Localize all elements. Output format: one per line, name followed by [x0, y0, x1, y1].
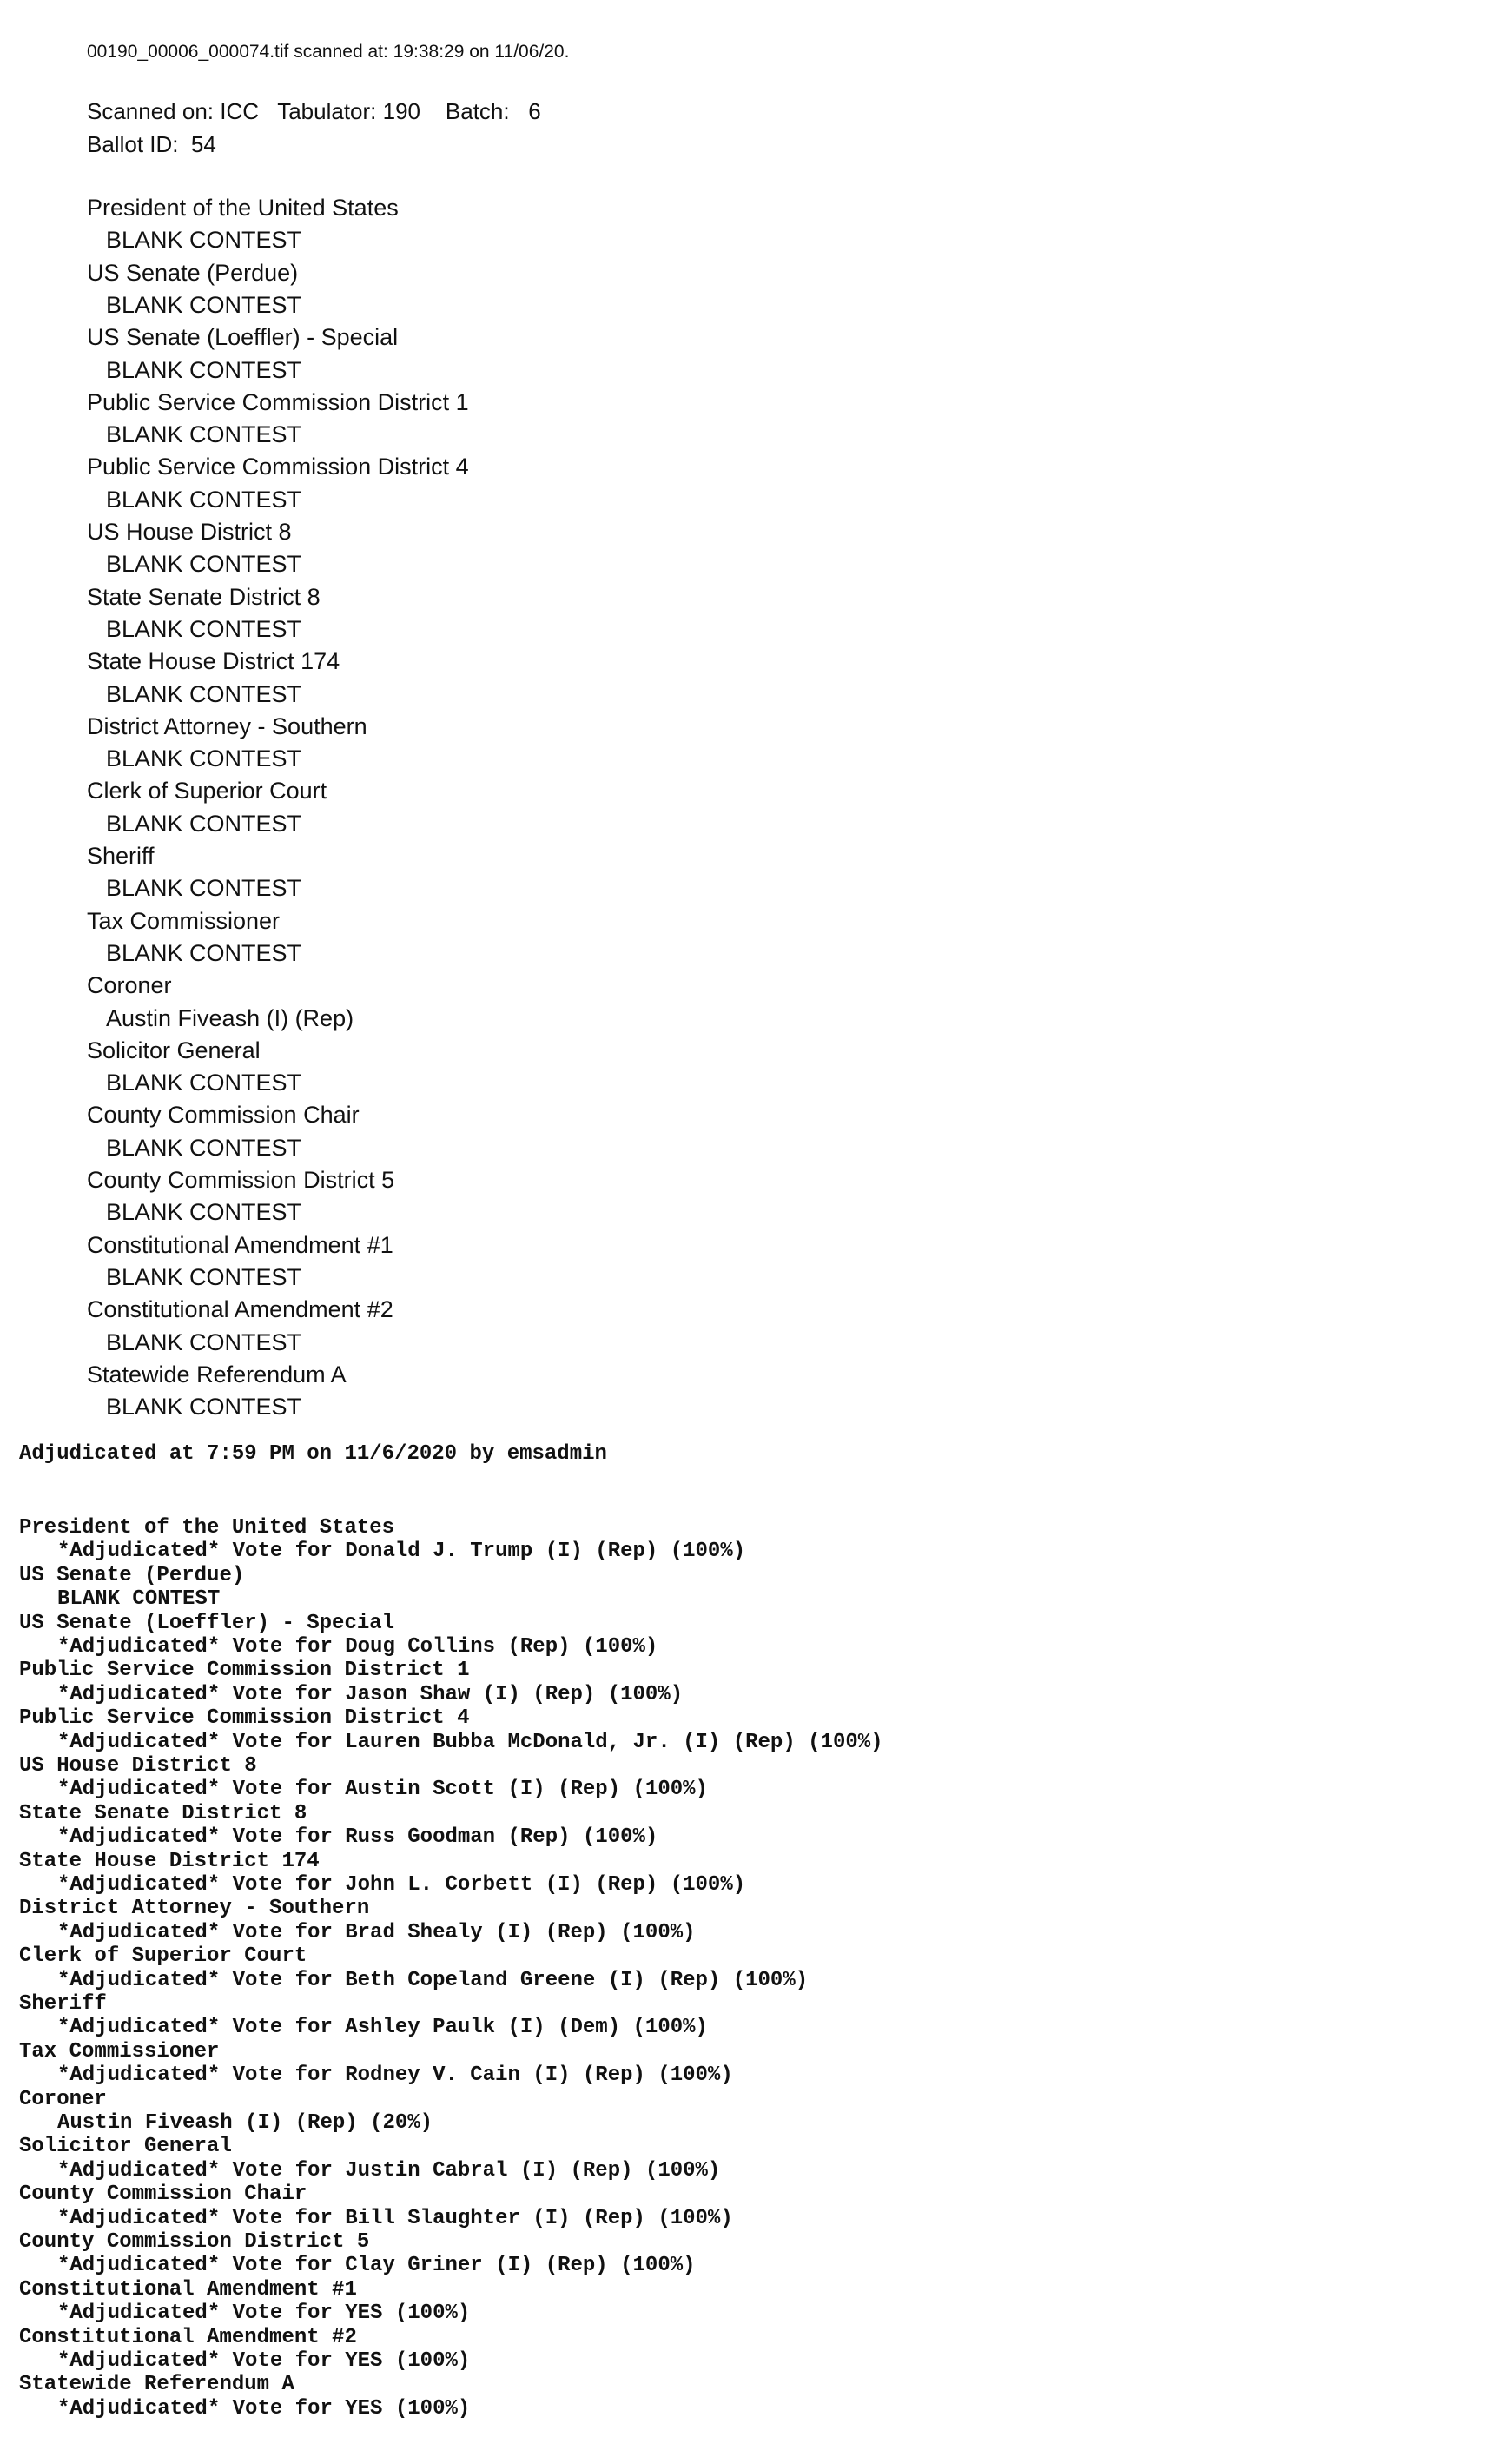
- adjudicated-contest-result: *Adjudicated* Vote for Doug Collins (Rep) (100%): [57, 1635, 658, 1659]
- scanned-contest-name: US Senate (Loeffler) - Special: [87, 324, 399, 351]
- scanned-contest-name: President of the United States: [87, 195, 399, 221]
- adjudicated-contest-result: *Adjudicated* Vote for Clay Griner (I) (Rep) (100%): [57, 2254, 696, 2278]
- adjudication-title: Adjudicated at 7:59 PM on 11/6/2020 by emsadmin: [19, 1442, 607, 1466]
- scanned-contest-result: BLANK CONTEST: [106, 1134, 302, 1161]
- adjudicated-contest-name: Constitutional Amendment #1: [19, 2277, 357, 2302]
- scanned-contest-name: Clerk of Superior Court: [87, 778, 327, 805]
- adjudicated-contest-name: US Senate (Perdue): [19, 1563, 245, 1587]
- scanned-contest-result: BLANK CONTEST: [106, 551, 302, 578]
- adjudicated-contest-result: *Adjudicated* Vote for Brad Shealy (I) (Rep) (100%): [57, 1920, 696, 1944]
- scanned-contest-result: Austin Fiveash (I) (Rep): [106, 1004, 354, 1031]
- adjudicated-contest-result: *Adjudicated* Vote for YES (100%): [57, 2396, 471, 2421]
- scanned-contest-name: US Senate (Perdue): [87, 259, 299, 286]
- scanned-contest-result: BLANK CONTEST: [106, 486, 302, 513]
- adjudicated-contest-result: *Adjudicated* Vote for YES (100%): [57, 2302, 471, 2326]
- adjudicated-contest-name: County Commission Chair: [19, 2182, 307, 2207]
- scan-header: 00190_00006_000074.tif scanned at: 19:38:29 on 11/06/20.: [87, 42, 570, 62]
- scanned-contest-result: BLANK CONTEST: [106, 875, 302, 902]
- adjudicated-contest-name: Public Service Commission District 1: [19, 1659, 470, 1683]
- adjudicated-contest-name: President of the United States: [19, 1516, 395, 1540]
- scanned-contest-name: Public Service Commission District 1: [87, 388, 469, 415]
- adjudicated-contest-result: *Adjudicated* Vote for Austin Scott (I) (Rep) (100%): [57, 1778, 708, 1802]
- adjudicated-contest-result: Austin Fiveash (I) (Rep) (20%): [57, 2111, 433, 2135]
- scanned-contest-result: BLANK CONTEST: [106, 810, 302, 837]
- scanned-contest-result: BLANK CONTEST: [106, 680, 302, 707]
- scanned-contest-result: BLANK CONTEST: [106, 227, 302, 254]
- scanned-contest-result: BLANK CONTEST: [106, 356, 302, 383]
- adjudicated-contest-name: County Commission District 5: [19, 2230, 370, 2254]
- scanned-contest-name: County Commission Chair: [87, 1102, 360, 1129]
- adjudicated-contest-name: Sheriff: [19, 1992, 107, 2016]
- scanned-contest-name: County Commission District 5: [87, 1167, 395, 1193]
- adjudicated-contest-name: District Attorney - Southern: [19, 1897, 370, 1921]
- adjudicated-contest-result: *Adjudicated* Vote for Bill Slaughter (I) (Rep) (100%): [57, 2206, 733, 2230]
- adjudicated-contest-result: *Adjudicated* Vote for Ashley Paulk (I) (Dem) (100%): [57, 2016, 708, 2040]
- adjudicated-contest-name: Tax Commissioner: [19, 2039, 220, 2063]
- adjudicated-contest-name: Statewide Referendum A: [19, 2373, 294, 2397]
- scanned-contest-result: BLANK CONTEST: [106, 1328, 302, 1355]
- scanned-contest-result: BLANK CONTEST: [106, 291, 302, 318]
- adjudicated-contest-result: *Adjudicated* Vote for Lauren Bubba McDonald, Jr. (I) (Rep) (100%): [57, 1730, 883, 1754]
- scanned-contest-result: BLANK CONTEST: [106, 939, 302, 966]
- adjudicated-contest-name: US House District 8: [19, 1754, 257, 1778]
- adjudicated-contest-result: *Adjudicated* Vote for YES (100%): [57, 2349, 471, 2373]
- scanned-contest-name: Solicitor General: [87, 1037, 261, 1063]
- ballot-id: Ballot ID: 54: [87, 131, 216, 157]
- scanned-contest-name: Constitutional Amendment #2: [87, 1296, 393, 1323]
- scanned-contest-name: US House District 8: [87, 519, 292, 545]
- scanned-contest-result: BLANK CONTEST: [106, 1070, 302, 1096]
- scanned-contest-result: BLANK CONTEST: [106, 615, 302, 642]
- scanned-contest-result: BLANK CONTEST: [106, 1394, 302, 1421]
- adjudicated-contest-result: *Adjudicated* Vote for Rodney V. Cain (I) (Rep) (100%): [57, 2063, 733, 2088]
- adjudicated-contest-result: *Adjudicated* Vote for Justin Cabral (I) (Rep) (100%): [57, 2158, 721, 2182]
- scanned-contest-name: State House District 174: [87, 648, 340, 675]
- adjudicated-contest-name: Solicitor General: [19, 2135, 232, 2159]
- adjudicated-contest-name: State House District 174: [19, 1849, 320, 1873]
- adjudicated-contest-name: US Senate (Loeffler) - Special: [19, 1611, 395, 1635]
- adjudicated-contest-name: Coroner: [19, 2087, 107, 2111]
- adjudicated-contest-name: Public Service Commission District 4: [19, 1706, 470, 1731]
- scanned-contest-result: BLANK CONTEST: [106, 745, 302, 772]
- adjudicated-contest-name: Clerk of Superior Court: [19, 1944, 307, 1969]
- adjudicated-contest-name: Constitutional Amendment #2: [19, 2325, 357, 2349]
- adjudicated-contest-result: *Adjudicated* Vote for Russ Goodman (Rep) (100%): [57, 1825, 658, 1850]
- adjudicated-contest-result: *Adjudicated* Vote for Beth Copeland Greene (I) (Rep) (100%): [57, 1968, 809, 1992]
- scanned-contest-name: State Senate District 8: [87, 583, 321, 610]
- adjudicated-contest-name: State Senate District 8: [19, 1801, 307, 1825]
- scanned-contest-name: Public Service Commission District 4: [87, 454, 469, 480]
- scan-meta-line1: Scanned on: ICC Tabulator: 190 Batch: 6: [87, 98, 541, 124]
- scanned-contest-result: BLANK CONTEST: [106, 421, 302, 448]
- scanned-contest-name: District Attorney - Southern: [87, 712, 367, 739]
- scanned-contest-result: BLANK CONTEST: [106, 1199, 302, 1226]
- scanned-contest-name: Coroner: [87, 972, 172, 999]
- scanned-contest-name: Tax Commissioner: [87, 907, 281, 934]
- adjudicated-contest-result: *Adjudicated* Vote for John L. Corbett (I) (Rep) (100%): [57, 1873, 746, 1897]
- scanned-contest-name: Sheriff: [87, 843, 155, 869]
- adjudicated-contest-result: *Adjudicated* Vote for Jason Shaw (I) (Rep) (100%): [57, 1682, 684, 1706]
- scanned-contest-result: BLANK CONTEST: [106, 1263, 302, 1290]
- scanned-contest-name: Constitutional Amendment #1: [87, 1231, 393, 1258]
- adjudicated-contest-result: BLANK CONTEST: [57, 1587, 221, 1612]
- scanned-contest-name: Statewide Referendum A: [87, 1361, 347, 1388]
- adjudicated-contest-result: *Adjudicated* Vote for Donald J. Trump (I) (Rep) (100%): [57, 1540, 746, 1564]
